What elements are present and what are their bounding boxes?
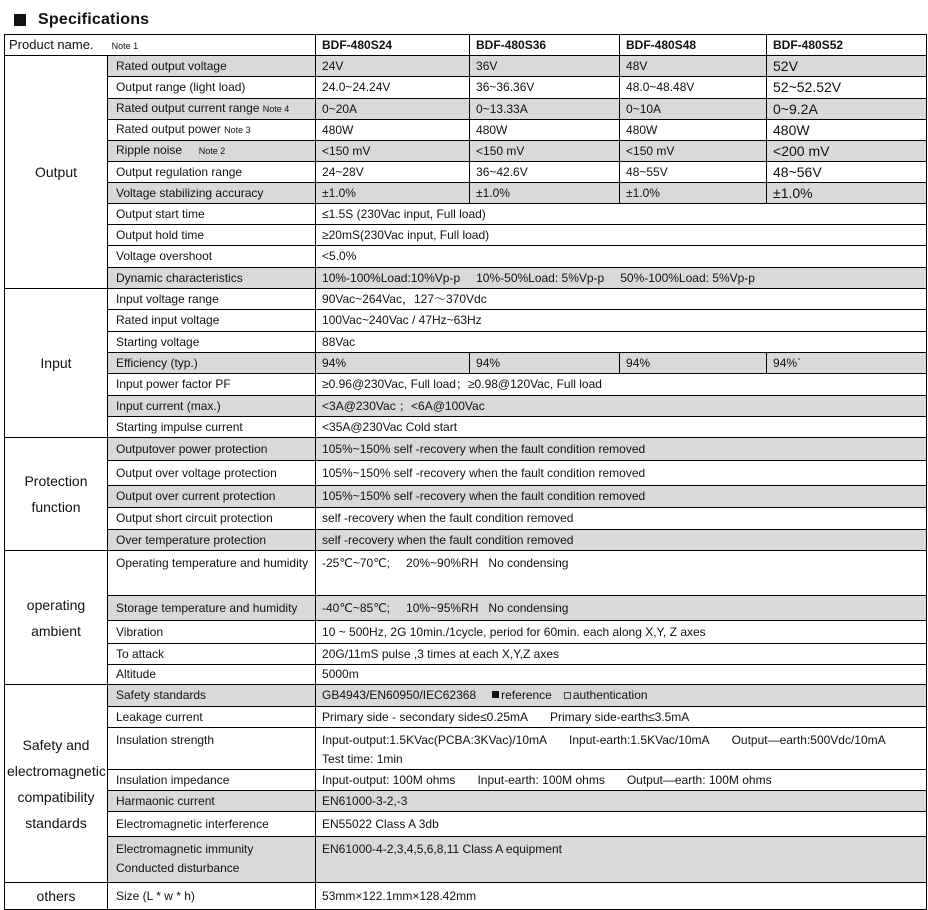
spec-value: 0~20A xyxy=(316,99,470,120)
table-row xyxy=(5,486,927,508)
table-row xyxy=(5,99,927,120)
spec-value: <150 mV xyxy=(470,141,620,162)
spec-value: EN61000-3-2,-3 xyxy=(316,791,927,812)
spec-label: Input power factor PF xyxy=(108,374,316,396)
table-row xyxy=(5,332,927,353)
spec-label: Output short circuit protection xyxy=(108,508,316,530)
table-row xyxy=(5,812,927,837)
spec-label: Insulation strength xyxy=(108,728,316,770)
spec-label: Output over voltage protection xyxy=(108,461,316,486)
spec-value: ±1.0% xyxy=(470,183,620,204)
spec-label: Voltage overshoot xyxy=(108,246,316,268)
empty-checkbox-icon xyxy=(564,692,571,699)
spec-value: 0~13.33A xyxy=(470,99,620,120)
model-header: BDF-480S48 xyxy=(620,35,767,56)
table-row xyxy=(5,396,927,417)
table-row xyxy=(5,530,927,551)
spec-value: self -recovery when the fault condition removed xyxy=(316,508,927,530)
spec-label: Ripple noise Note 2 xyxy=(108,141,316,162)
spec-label: Output over current protection xyxy=(108,486,316,508)
spec-value: 105%~150% self -recovery when the fault condition removed xyxy=(316,438,927,461)
table-row xyxy=(5,225,927,246)
spec-value: 480W xyxy=(316,120,470,141)
spec-label: Operating temperature and humidity xyxy=(108,551,316,596)
spec-value: 52~52.52V xyxy=(767,77,927,99)
spec-value: EN61000-4-2,3,4,5,6,8,11 Class A equipment xyxy=(316,837,927,883)
table-row xyxy=(5,417,927,438)
spec-label: Electromagnetic interference xyxy=(108,812,316,837)
section-heading xyxy=(14,8,149,32)
spec-value: 24V xyxy=(316,56,470,77)
spec-value: ≥20mS(230Vac input, Full load) xyxy=(316,225,927,246)
spec-value: 94% xyxy=(470,353,620,374)
spec-value: 105%~150% self -recovery when the fault condition removed xyxy=(316,486,927,508)
spec-value: 48~56V xyxy=(767,162,927,183)
spec-value: 94%` xyxy=(767,353,927,374)
spec-label: To attack xyxy=(108,644,316,665)
spec-value: Primary side - secondary side≤0.25mA Primary side-earth≤3.5mA xyxy=(316,707,927,728)
spec-value: ≤1.5S (230Vac input, Full load) xyxy=(316,204,927,225)
spec-value: ≥0.96@230Vac, Full load；≥0.98@120Vac, Full load xyxy=(316,374,927,396)
spec-value: -40℃~85℃; 10%~95%RH No condensing xyxy=(316,596,927,621)
spec-label: Electromagnetic immunity Conducted disturbance xyxy=(108,837,316,883)
spec-value: 20G/11mS pulse ,3 times at each X,Y,Z axes xyxy=(316,644,927,665)
spec-value: self -recovery when the fault condition removed xyxy=(316,530,927,551)
section-title: Specifications xyxy=(38,11,150,28)
spec-value: -25℃~70℃; 20%~90%RH No condensing xyxy=(316,551,927,596)
spec-label: Rated input voltage xyxy=(108,310,316,332)
table-row xyxy=(5,508,927,530)
spec-value: ±1.0% xyxy=(767,183,927,204)
spec-value: 36~36.36V xyxy=(470,77,620,99)
table-row xyxy=(5,644,927,665)
table-row xyxy=(5,551,927,596)
spec-label: Output regulation range xyxy=(108,162,316,183)
spec-value: <3A@230Vac ；<6A@100Vac xyxy=(316,396,927,417)
table-header-row xyxy=(5,35,927,56)
model-header: BDF-480S36 xyxy=(470,35,620,56)
spec-label: Starting voltage xyxy=(108,332,316,353)
spec-value: EN55022 Class A 3db xyxy=(316,812,927,837)
table-row xyxy=(5,289,927,310)
model-header: BDF-480S24 xyxy=(316,35,470,56)
category-protection: Protection function xyxy=(5,438,108,551)
table-row xyxy=(5,120,927,141)
spec-value: 94% xyxy=(316,353,470,374)
model-header: BDF-480S52 xyxy=(767,35,927,56)
spec-value: GB4943/EN60950/IEC62368 reference authentication xyxy=(316,685,927,707)
table-row xyxy=(5,162,927,183)
table-row xyxy=(5,183,927,204)
spec-value: 24.0~24.24V xyxy=(316,77,470,99)
spec-label: Leakage current xyxy=(108,707,316,728)
spec-value: 24~28V xyxy=(316,162,470,183)
table-row xyxy=(5,141,927,162)
spec-value: 100Vac~240Vac / 47Hz~63Hz xyxy=(316,310,927,332)
category-safety: Safety and electromagnetic compatibility standards xyxy=(5,685,108,883)
table-row xyxy=(5,353,927,374)
spec-value: 480W xyxy=(620,120,767,141)
spec-value: 105%~150% self -recovery when the fault condition removed xyxy=(316,461,927,486)
spec-value: 53mm×122.1mm×128.42mm xyxy=(316,883,927,910)
spec-value: 0~9.2A xyxy=(767,99,927,120)
spec-value: 90Vac~264Vac，127～370Vdc xyxy=(316,289,927,310)
spec-value: <200 mV xyxy=(767,141,927,162)
spec-value: 36~42.6V xyxy=(470,162,620,183)
table-row xyxy=(5,596,927,621)
spec-label: Efficiency (typ.) xyxy=(108,353,316,374)
spec-label: Insulation impedance xyxy=(108,770,316,791)
spec-label: Storage temperature and humidity xyxy=(108,596,316,621)
spec-label: Output hold time xyxy=(108,225,316,246)
spec-label: Input current (max.) xyxy=(108,396,316,417)
table-row xyxy=(5,438,927,461)
spec-label: Safety standards xyxy=(108,685,316,707)
spec-value: 48~55V xyxy=(620,162,767,183)
table-row xyxy=(5,883,927,910)
table-row xyxy=(5,791,927,812)
spec-value: 10 ~ 500Hz, 2G 10min./1cycle, period for 60min. each along X,Y, Z axes xyxy=(316,621,927,644)
table-row xyxy=(5,77,927,99)
table-row xyxy=(5,374,927,396)
table-row xyxy=(5,621,927,644)
table-row xyxy=(5,310,927,332)
spec-value: <5.0% xyxy=(316,246,927,268)
spec-value: Input-output: 100M ohms Input-earth: 100M ohms Output—earth: 100M ohms xyxy=(316,770,927,791)
specifications-table xyxy=(4,34,927,910)
table-row xyxy=(5,837,927,883)
spec-label: Harmaonic current xyxy=(108,791,316,812)
spec-label: Voltage stabilizing accuracy xyxy=(108,183,316,204)
spec-label: Rated output power Note 3 xyxy=(108,120,316,141)
filled-checkbox-icon xyxy=(492,691,499,698)
spec-label: Outputover power protection xyxy=(108,438,316,461)
spec-label: Output range (light load) xyxy=(108,77,316,99)
category-others: others xyxy=(5,883,108,910)
spec-label: Output start time xyxy=(108,204,316,225)
spec-value: 480W xyxy=(767,120,927,141)
spec-value: 10%-100%Load:10%Vp-p 10%-50%Load: 5%Vp-p 50%-100%Load: 5%Vp-p xyxy=(316,268,927,289)
spec-label: Altitude xyxy=(108,665,316,685)
spec-value: 36V xyxy=(470,56,620,77)
product-name-header: Product name. Note 1 xyxy=(5,35,316,56)
table-row xyxy=(5,728,927,770)
spec-label: Size (L * w * h) xyxy=(108,883,316,910)
spec-label: Input voltage range xyxy=(108,289,316,310)
table-row xyxy=(5,685,927,707)
spec-label: Starting impulse current xyxy=(108,417,316,438)
spec-value: ±1.0% xyxy=(620,183,767,204)
spec-label: Rated output voltage xyxy=(108,56,316,77)
spec-value: 94% xyxy=(620,353,767,374)
spec-value: 0~10A xyxy=(620,99,767,120)
category-output: Output xyxy=(5,56,108,289)
spec-label: Dynamic characteristics xyxy=(108,268,316,289)
table-row xyxy=(5,246,927,268)
square-bullet-icon xyxy=(14,14,26,26)
spec-label: Over temperature protection xyxy=(108,530,316,551)
spec-value: <35A@230Vac Cold start xyxy=(316,417,927,438)
spec-value: 52V xyxy=(767,56,927,77)
spec-value: <150 mV xyxy=(620,141,767,162)
spec-value: 48.0~48.48V xyxy=(620,77,767,99)
spec-value: 5000m xyxy=(316,665,927,685)
table-row xyxy=(5,665,927,685)
spec-value: 48V xyxy=(620,56,767,77)
table-row xyxy=(5,56,927,77)
spec-label: Vibration xyxy=(108,621,316,644)
table-row xyxy=(5,770,927,791)
spec-value: Input-output:1.5KVac(PCBA:3KVac)/10mA Input-earth:1.5KVac/10mA Output—earth:500Vdc/10mA Test time: 1min xyxy=(316,728,927,770)
spec-value: <150 mV xyxy=(316,141,470,162)
category-ambient: operating ambient xyxy=(5,551,108,685)
spec-value: 88Vac xyxy=(316,332,927,353)
table-row xyxy=(5,707,927,728)
table-row xyxy=(5,268,927,289)
spec-value: ±1.0% xyxy=(316,183,470,204)
spec-value: 480W xyxy=(470,120,620,141)
spec-label: Rated output current range Note 4 xyxy=(108,99,316,120)
category-input: Input xyxy=(5,289,108,438)
table-row xyxy=(5,204,927,225)
table-row xyxy=(5,461,927,486)
